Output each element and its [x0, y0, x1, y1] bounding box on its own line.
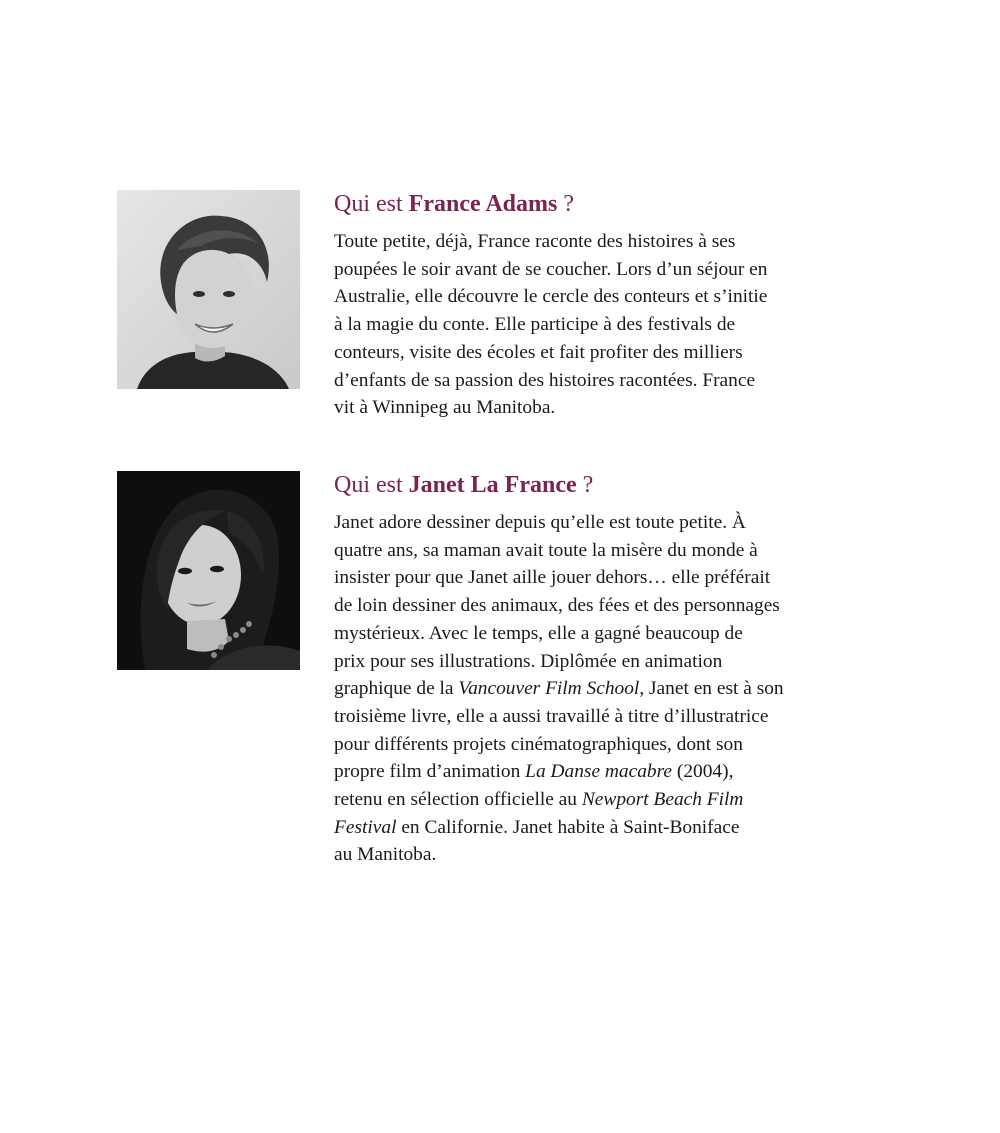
- bio-line: [334, 675, 854, 703]
- bio-line: mystérieux. Avec le temps, elle a gagné beaucoup de: [334, 622, 743, 644]
- text-run: , Janet en est à son: [639, 678, 784, 700]
- bio-line: prix pour ses illustrations. Diplômée en animation: [334, 650, 723, 672]
- bio-line: conteurs, visite des écoles et fait profiter des milliers: [334, 341, 743, 363]
- bio-line: troisième livre, elle a aussi travaillé à titre d’illustratrice: [334, 705, 769, 727]
- bio-paragraph: [334, 228, 854, 422]
- bio-line: à la magie du conte. Elle participe à des festivals de: [334, 314, 736, 336]
- bio-line: [334, 814, 854, 842]
- bio-line: insister pour que Janet aille jouer dehors… elle préférait: [334, 567, 771, 589]
- heading-prefix: Qui est: [334, 472, 409, 498]
- festival-name: Festival: [334, 816, 397, 838]
- text-run: graphique de la: [334, 678, 459, 700]
- school-name: Vancouver Film School: [458, 678, 640, 700]
- bio-line: Toute petite, déjà, France raconte des histoires à ses: [334, 231, 736, 252]
- heading-suffix: ?: [576, 472, 594, 498]
- bio-line: d’enfants de sa passion des histoires racontées. France: [334, 369, 756, 391]
- heading-prefix: Qui est: [334, 191, 409, 217]
- author-name: Janet La France: [408, 472, 577, 498]
- bio-line: au Manitoba.: [334, 844, 437, 866]
- bio-line: [334, 786, 854, 814]
- text-run: propre film d’animation: [334, 761, 526, 783]
- bio-line: pour différents projets cinématographiques, dont son: [334, 733, 743, 755]
- bio-line: Australie, elle découvre le cercle des conteurs et s’initie: [334, 286, 768, 308]
- portrait-image: [117, 190, 300, 389]
- film-title: La Danse macabre: [525, 761, 673, 783]
- author-photo-janet-la-france: [117, 471, 300, 670]
- portrait-image: [117, 471, 300, 670]
- bio-line: Janet adore dessiner depuis qu’elle est toute petite. À: [334, 512, 746, 533]
- festival-name: Newport Beach Film: [581, 789, 744, 811]
- bio-text-column: [334, 190, 854, 422]
- bio-text-column: [334, 471, 854, 869]
- author-name: France Adams: [408, 191, 558, 217]
- bio-line: poupées le soir avant de se coucher. Lors d’un séjour en: [334, 258, 768, 280]
- text-run: en Californie. Janet habite à Saint-Boniface: [396, 816, 740, 838]
- heading-suffix: ?: [557, 191, 574, 217]
- text-run: retenu en sélection officielle au: [334, 789, 582, 811]
- bio-line: quatre ans, sa maman avait toute la misère du monde à: [334, 539, 758, 561]
- text-run: (2004),: [672, 761, 734, 783]
- bio-heading: [334, 190, 854, 218]
- bio-line: de loin dessiner des animaux, des fées et des personnages: [334, 595, 780, 617]
- bio-line: vit à Winnipeg au Manitoba.: [334, 397, 556, 419]
- bio-line: [334, 758, 854, 786]
- bio-heading: [334, 471, 854, 499]
- author-photo-france-adams: [117, 190, 300, 389]
- bio-paragraph: [334, 509, 854, 869]
